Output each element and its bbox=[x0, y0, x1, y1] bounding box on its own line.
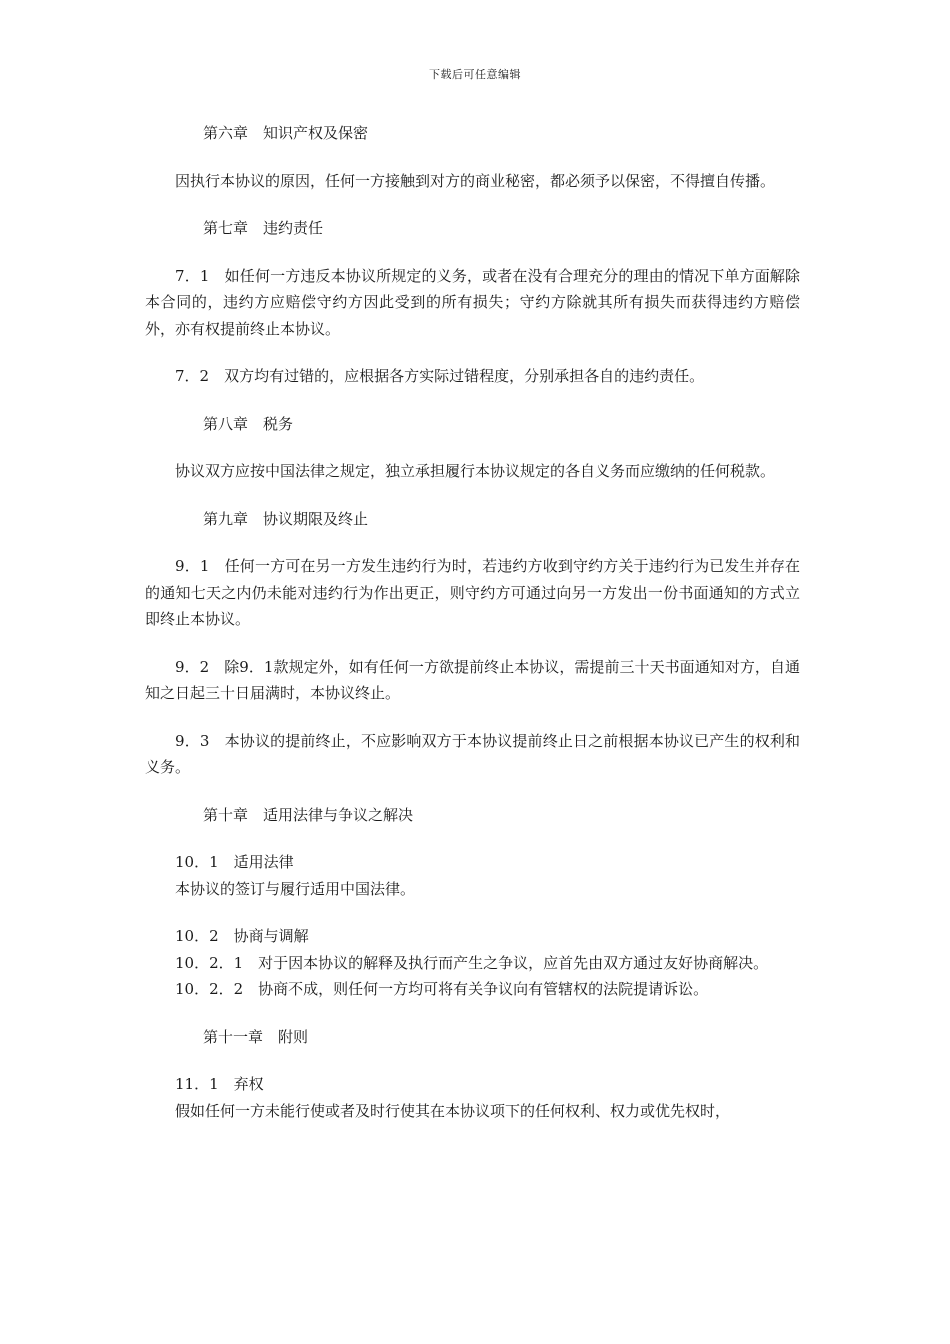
clause-10-1-text: 本协议的签订与履行适用中国法律。 bbox=[175, 879, 416, 898]
chapter-6-paragraph: 因执行本协议的原因，任何一方接触到对方的商业秘密，都必须予以保密，不得擅自传播。 bbox=[175, 171, 776, 190]
clause-10-2-title: 10．2 协商与调解 bbox=[175, 927, 309, 945]
clause-10-2-2: 10．2．2 协商不成，则任何一方均可将有关争议向有管辖权的法院提请诉讼。 bbox=[175, 980, 709, 998]
clause-7-2: 7．2 双方均有过错的，应根据各方实际过错程度，分别承担各自的违约责任。 bbox=[175, 367, 705, 385]
clause-9-3: 9．3 本协议的提前终止，不应影响双方于本协议提前终止日之前根据本协议已产生的权利和义务。 bbox=[145, 731, 800, 776]
clause-11-1-text: 假如任何一方未能行使或者及时行使其在本协议项下的任何权利、权力或优先权时， bbox=[175, 1101, 731, 1120]
clause-9-1: 9．1 任何一方可在另一方发生违约行为时，若违约方收到守约方关于违约行为已发生并存在的通知七天之内仍未能对违约行为作出更正，则守约方可通过向另一方发出一份书面通知的方式立即终止本协议。 bbox=[145, 557, 800, 628]
clause-7-1: 7．1 如任何一方违反本协议所规定的义务，或者在没有合理充分的理由的情况下单方面解除本合同的，违约方应赔偿守约方因此受到的所有损失；守约方除就其所有损失而获得违约方赔偿外，亦有权提前终止本协议。 bbox=[145, 266, 800, 338]
chapter-10-title: 第十章 适用法律与争议之解决 bbox=[203, 805, 414, 824]
document-body bbox=[145, 120, 800, 1124]
chapter-6-title: 第六章 知识产权及保密 bbox=[203, 124, 369, 142]
chapter-11-title: 第十一章 附则 bbox=[203, 1027, 309, 1046]
chapter-8-title: 第八章 税务 bbox=[203, 414, 294, 433]
clause-11-1-title: 11．1 弃权 bbox=[175, 1075, 264, 1093]
page-header: 下载后可任意编辑 bbox=[429, 68, 521, 81]
clause-9-2: 9．2 除9．1款规定外，如有任何一方欲提前终止本协议，需提前三十天书面通知对方，自通知之日起三十日届满时，本协议终止。 bbox=[145, 657, 800, 702]
chapter-8-paragraph: 协议双方应按中国法律之规定，独立承担履行本协议规定的各自义务而应缴纳的任何税款。 bbox=[175, 462, 776, 480]
clause-10-1-title: 10．1 适用法律 bbox=[175, 853, 294, 871]
clause-10-2-1: 10．2．1 对于因本协议的解释及执行而产生之争议，应首先由双方通过友好协商解决。 bbox=[175, 953, 769, 972]
chapter-9-title: 第九章 协议期限及终止 bbox=[203, 509, 369, 528]
chapter-7-title: 第七章 违约责任 bbox=[203, 219, 324, 237]
